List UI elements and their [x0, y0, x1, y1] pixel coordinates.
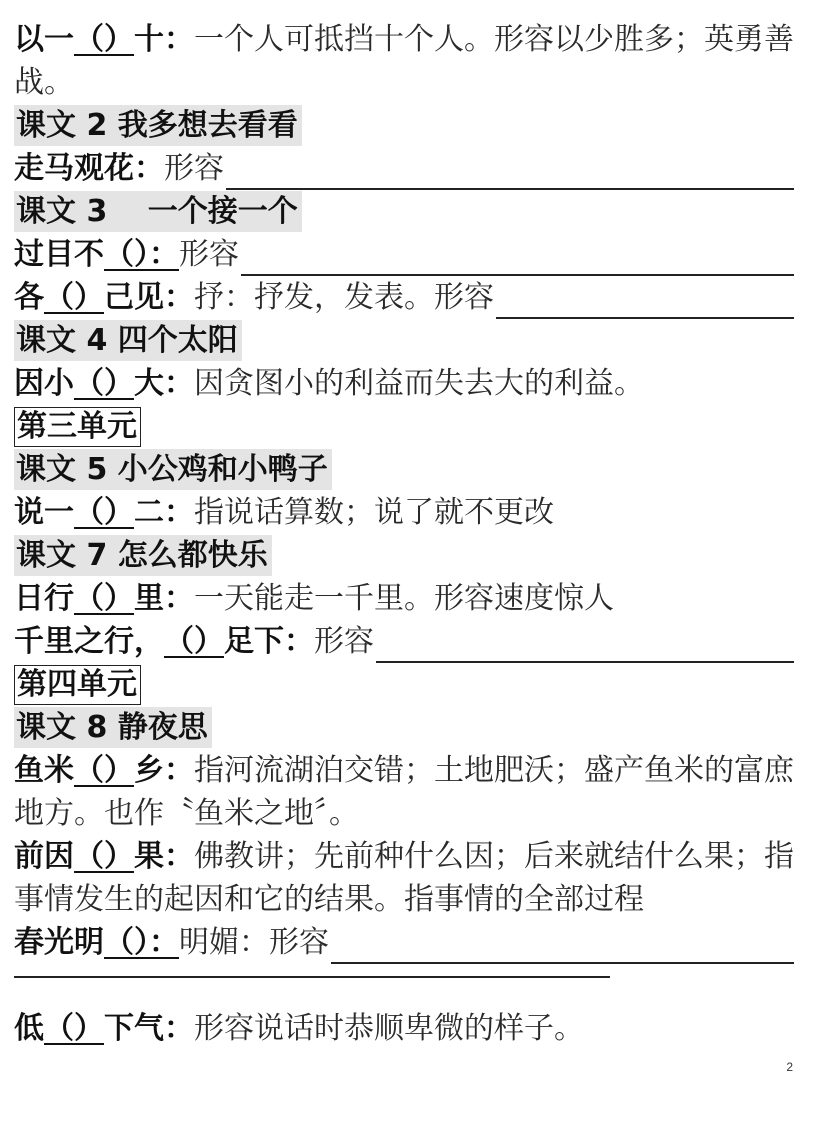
term-pre: 各 — [14, 280, 44, 315]
definition: 形容说话时恭顺卑微的样子。 — [194, 1011, 584, 1046]
answer-line — [226, 158, 794, 190]
entry-guomu — [14, 233, 794, 276]
entry-rixing — [14, 577, 794, 620]
definition: 形容 — [314, 624, 374, 659]
definition: 抒：抒发，发表。形容 — [194, 280, 494, 315]
fill-blank: （） — [164, 624, 224, 659]
worksheet-page — [14, 18, 794, 1050]
definition: 一个人可抵挡十个人。形容以少胜多；英勇善战。 — [14, 22, 794, 100]
entry-geyi — [14, 276, 794, 319]
term: 走马观花： — [14, 151, 164, 186]
answer-line — [496, 287, 794, 319]
term-pre: 说一 — [14, 495, 74, 530]
entry-qianli — [14, 620, 794, 663]
term-post: 大： — [134, 366, 194, 401]
term-pre: 过目不 — [14, 237, 104, 272]
continued-answer-row — [14, 964, 794, 1007]
definition: 指河流湖泊交错；土地肥沃；盛产鱼米的富庶地方。也作〝鱼米之地〞。 — [14, 753, 794, 831]
lesson-heading-2 — [14, 104, 794, 147]
fill-blank: （） — [74, 366, 134, 401]
entry-zouma — [14, 147, 794, 190]
unit-title: 第四单元 — [14, 665, 141, 705]
entry-yumi — [14, 749, 794, 835]
lesson-heading-5 — [14, 448, 794, 491]
term-post: 里： — [134, 581, 194, 616]
lesson-title: 课文 3 一个接一个 — [14, 191, 302, 232]
term-post: 十： — [134, 22, 194, 57]
lesson-title: 课文 7 怎么都快乐 — [14, 535, 272, 576]
answer-line — [241, 244, 794, 276]
entry-yiyi — [14, 18, 794, 104]
unit-heading-3 — [14, 405, 794, 448]
lesson-title: 课文 8 静夜思 — [14, 707, 212, 748]
term-pre: 低 — [14, 1011, 44, 1046]
page-number: 2 — [786, 1060, 793, 1074]
fill-blank: （） — [74, 495, 134, 530]
fill-blank: （） — [74, 22, 134, 57]
term-post: 己见： — [104, 280, 194, 315]
term-pre: 以一 — [14, 22, 74, 57]
entry-chunguang — [14, 921, 794, 964]
term-post: 足下： — [224, 624, 314, 659]
definition: 佛教讲；先前种什么因；后来就结什么果；指事情发生的起因和它的结果。指事情的全部过程 — [14, 839, 794, 917]
lesson-heading-3 — [14, 190, 794, 233]
lesson-heading-4 — [14, 319, 794, 362]
fill-blank: （）： — [104, 925, 179, 960]
entry-dixia — [14, 1007, 794, 1050]
lesson-heading-7 — [14, 534, 794, 577]
definition: 因贪图小的利益而失去大的利益。 — [194, 366, 644, 401]
fill-blank: （）： — [104, 237, 179, 272]
term-pre: 因小 — [14, 366, 74, 401]
fill-blank: （） — [74, 581, 134, 616]
term-pre: 日行 — [14, 581, 74, 616]
definition: 指说话算数；说了就不更改 — [194, 495, 554, 530]
entry-qianyin — [14, 835, 794, 921]
definition: 形容 — [164, 151, 224, 186]
definition: 形容 — [179, 237, 239, 272]
term-pre: 千里之行， — [14, 624, 164, 659]
lesson-title: 课文 2 我多想去看看 — [14, 105, 302, 146]
unit-title: 第三单元 — [14, 407, 141, 447]
definition: 明媚：形容 — [179, 925, 329, 960]
definition: 一天能走一千里。形容速度惊人 — [194, 581, 614, 616]
term-post: 果： — [134, 839, 194, 874]
lesson-title: 课文 4 四个太阳 — [14, 320, 242, 361]
fill-blank: （） — [74, 753, 134, 788]
entry-yinxiao — [14, 362, 794, 405]
lesson-heading-8 — [14, 706, 794, 749]
answer-line — [331, 932, 794, 964]
term-post: 乡： — [134, 753, 194, 788]
fill-blank: （） — [74, 839, 134, 874]
lesson-title: 课文 5 小公鸡和小鸭子 — [14, 449, 332, 490]
term-pre: 鱼米 — [14, 753, 74, 788]
term-pre: 前因 — [14, 839, 74, 874]
fill-blank: （） — [44, 280, 104, 315]
term-post: 下气： — [104, 1011, 194, 1046]
unit-heading-4 — [14, 663, 794, 706]
entry-shuoyi — [14, 491, 794, 534]
fill-blank: （） — [44, 1011, 104, 1046]
answer-line — [376, 631, 794, 663]
term-pre: 春光明 — [14, 925, 104, 960]
answer-line-continued — [14, 976, 610, 978]
term-post: 二： — [134, 495, 194, 530]
